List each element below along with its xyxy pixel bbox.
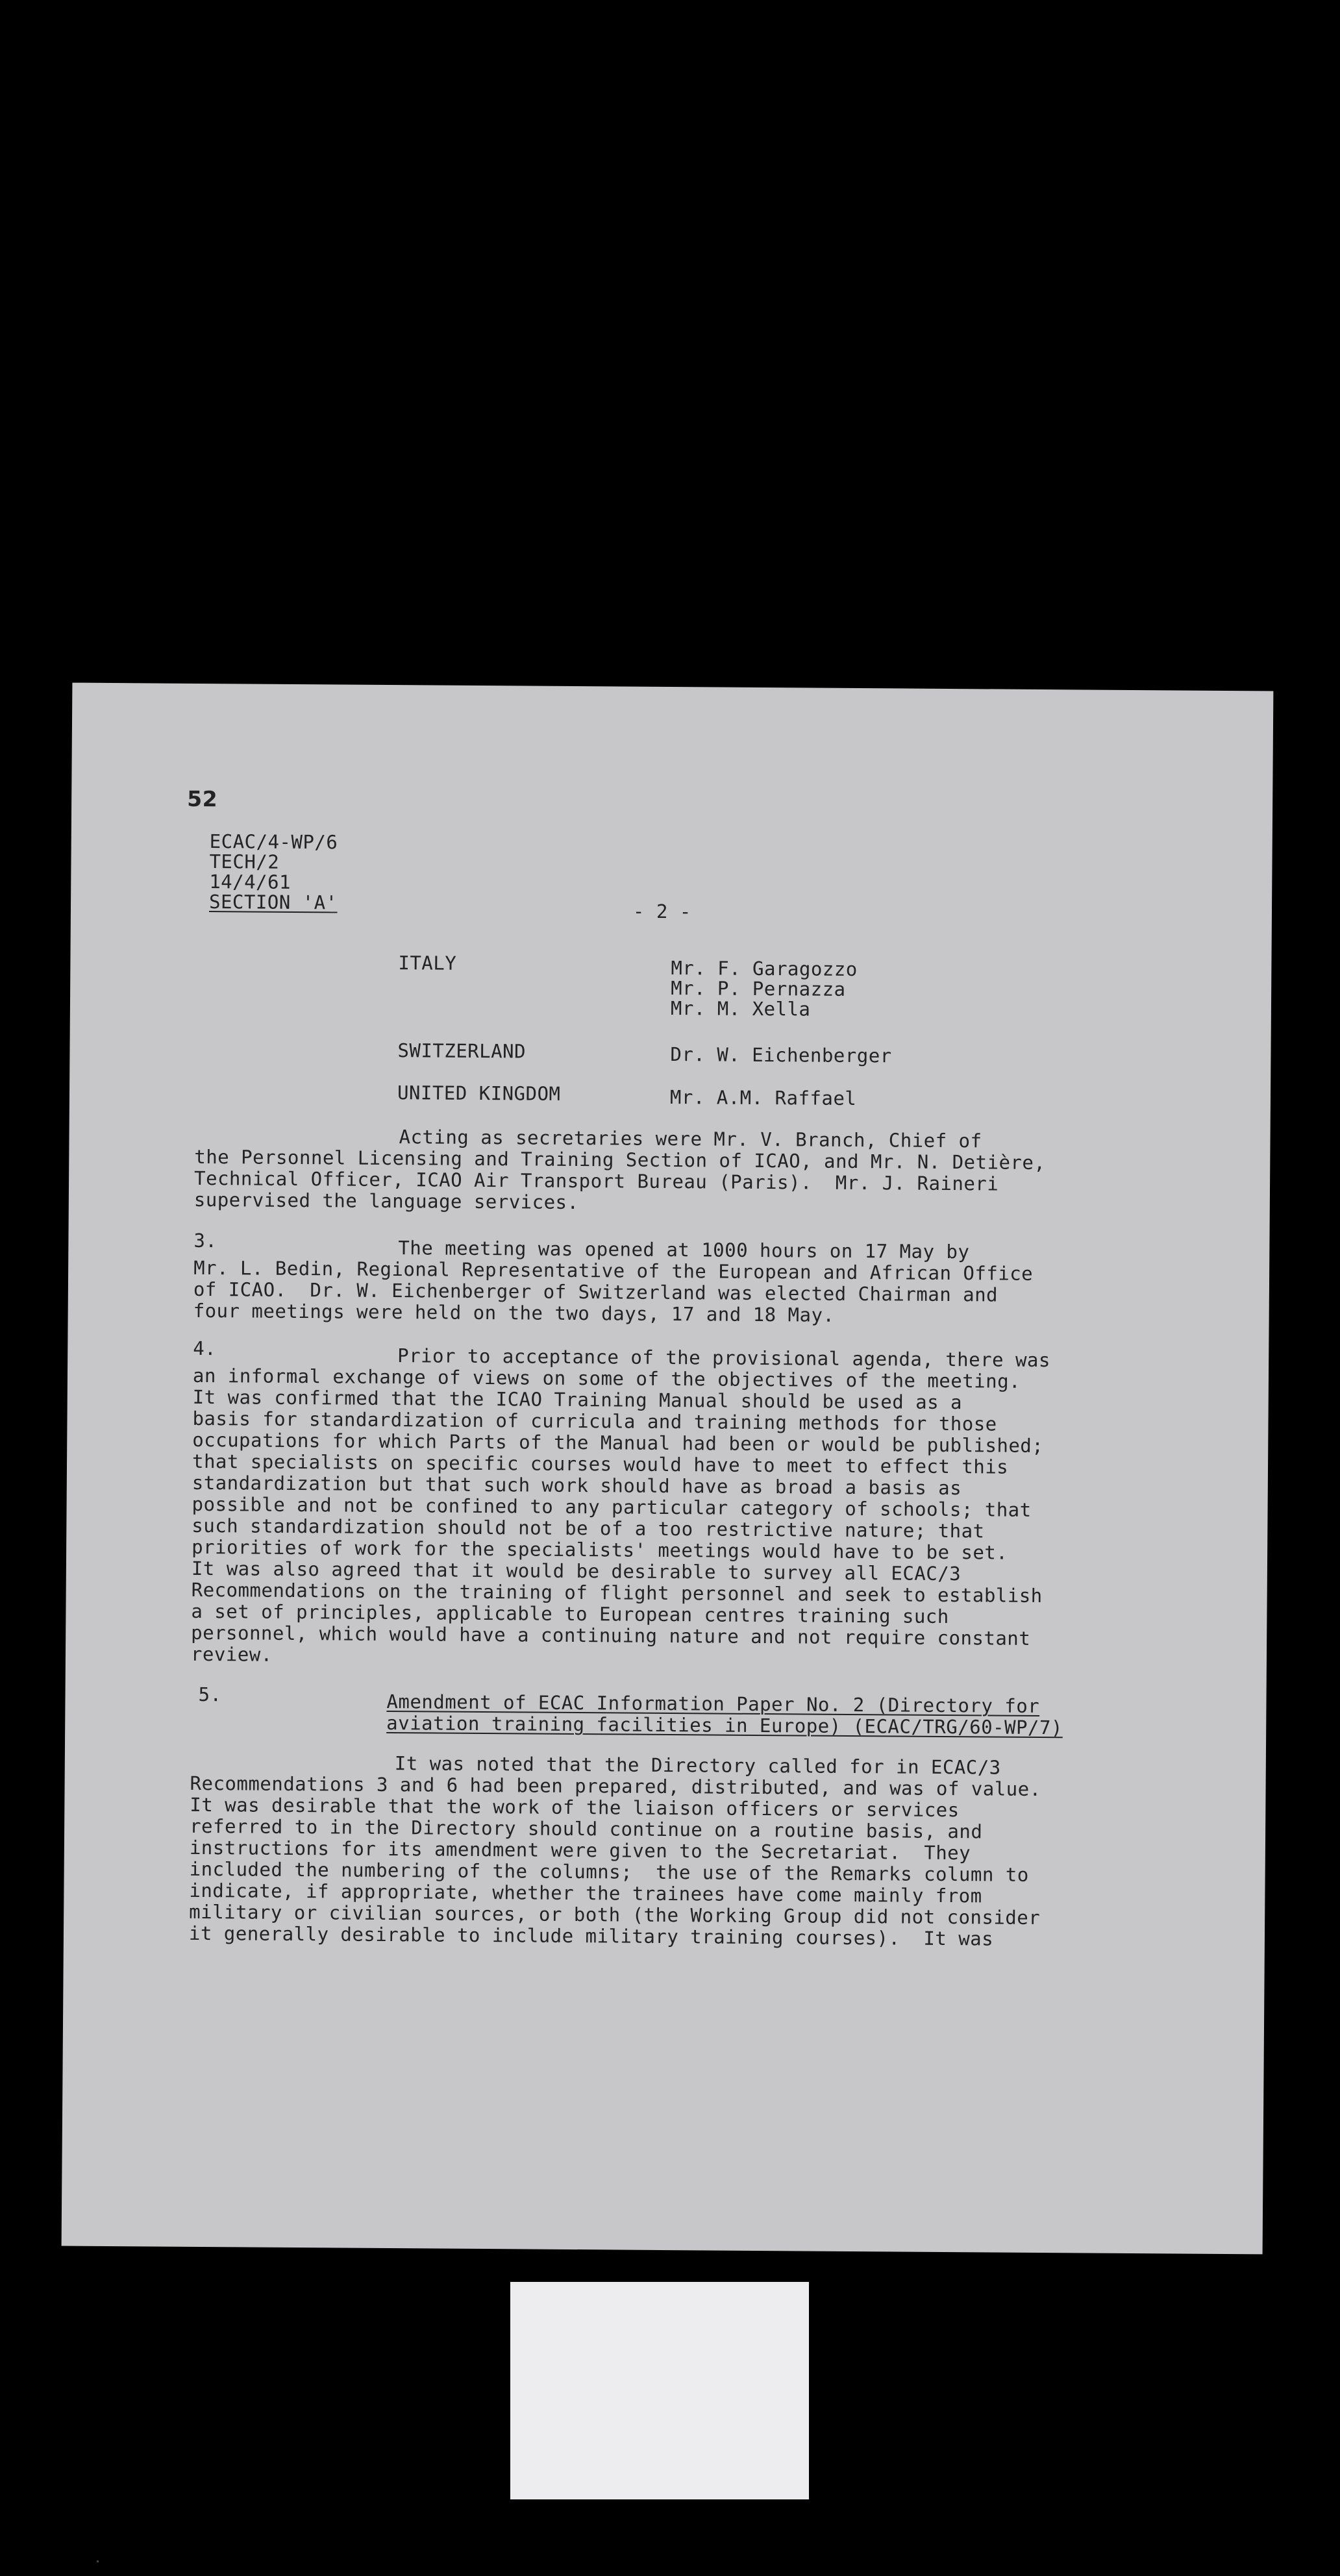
paragraph-line: an informal exchange of views on some of the objectives of the meeting. (192, 1364, 1021, 1393)
paragraph-line: Recommendations on the training of flight personnel and seek to establish (191, 1578, 1043, 1607)
delegation-country: ITALY (398, 952, 457, 974)
document-page (62, 683, 1274, 2255)
paragraph-number: 5. (198, 1683, 222, 1706)
delegation-member: Mr. M. Xella (670, 997, 811, 1021)
paragraph-line: military or civilian sources, or both (the Working Group did not consider (189, 1900, 1041, 1929)
paragraph-line: it generally desirable to include military training courses). It was (188, 1922, 994, 1950)
delegation-member: Mr. A.M. Raffael (669, 1086, 857, 1110)
paragraph-line: review. (190, 1642, 273, 1666)
heading-line: Amendment of ECAC Information Paper No. 2 (Directory for (386, 1690, 1040, 1718)
paragraph-line: a set of principles, applicable to European centres training such (191, 1600, 949, 1628)
paragraph-line: of ICAO. Dr. W. Eichenberger of Switzerland was elected Chairman and (193, 1278, 999, 1306)
paragraph-line: that specialists on specific courses would have to meet to effect this (192, 1450, 1009, 1478)
delegation-country: UNITED KINGDOM (397, 1082, 561, 1105)
paragraph-line: indicate, if appropriate, whether the trainees have come mainly from (189, 1879, 982, 1907)
paragraph-line: It was confirmed that the ICAO Training Manual should be used as a (192, 1385, 963, 1414)
delegation-member: Mr. F. Garagozzo (671, 957, 858, 981)
paragraph-line: basis for standardization of curricula and training methods for those (192, 1407, 997, 1435)
header-ref-line: TECH/2 (209, 850, 280, 873)
paragraph-line: supervised the language services. (193, 1188, 579, 1214)
paragraph-line: standardization but that such work should have as broad a basis as (192, 1471, 962, 1500)
paragraph-3 (193, 1236, 1034, 1328)
paragraph-5 (189, 1752, 1041, 1950)
paragraph-line: referred to in the Directory should continue on a routine basis, and (190, 1814, 983, 1843)
paragraph-line: Prior to acceptance of the provisional agenda, there was (397, 1344, 1051, 1372)
page-number: 52 (187, 786, 218, 812)
paragraph-4 (191, 1344, 1050, 1671)
paragraph-line: The meeting was opened at 1000 hours on 17 May by (398, 1237, 970, 1263)
delegation-member: Mr. P. Pernazza (671, 977, 846, 1000)
paragraph-line: occupations for which Parts of the Manual had been or would be published; (192, 1428, 1044, 1457)
page-marker: - 2 - (632, 900, 691, 923)
paragraph-number: 4. (193, 1337, 217, 1360)
delegation-country: SWITZERLAND (397, 1039, 527, 1063)
heading-line: aviation training facilities in Europe) (ECAC/TRG/60-WP/7) (386, 1711, 1063, 1739)
paragraph-line: the Personnel Licensing and Training Section of ICAO, and Mr. N. Detière, (194, 1145, 1046, 1174)
paragraph-line: priorities of work for the specialists' meetings would have to be set. (192, 1535, 1008, 1564)
paragraph-line: Recommendations 3 and 6 had been prepared, distributed, and was of value. (190, 1772, 1041, 1801)
header-ref-line: 14/4/61 (209, 871, 292, 893)
paragraph-line: It was noted that the Directory called for in ECAC/3 (394, 1752, 1001, 1779)
paragraph-line: included the numbering of the columns; the use of the Remarks column to (189, 1857, 1029, 1886)
paragraph-line: Mr. L. Bedin, Regional Representative of the European and African Office (193, 1256, 1034, 1285)
paragraph-5-heading (386, 1691, 1063, 1739)
paragraph-line: Technical Officer, ICAO Air Transport Bureau (Paris). Mr. J. Raineri (193, 1167, 999, 1195)
paragraph-line: instructions for its amendment were given to the Secretariat. They (189, 1836, 971, 1864)
paragraph-line: such standardization should not be of a too restrictive nature; that (192, 1514, 985, 1542)
intro-paragraph (194, 1125, 1046, 1217)
paragraph-number: 3. (193, 1229, 217, 1252)
paragraph-line: four meetings were held on the two days, 17 and 18 May. (193, 1299, 835, 1326)
paragraph-line: It was desirable that the work of the liaison officers or services (190, 1793, 960, 1822)
blank-paper-slip (510, 2282, 809, 2499)
paragraph-line: Acting as secretaries were Mr. V. Branch, Chief of (399, 1126, 982, 1152)
delegation-member: Dr. W. Eichenberger (670, 1043, 892, 1067)
paragraph-line: possible and not be confined to any particular category of schools; that (192, 1492, 1032, 1521)
paragraph-line: It was also agreed that it would be desirable to survey all ECAC/3 (191, 1557, 962, 1585)
paragraph-line: personnel, which would have a continuing nature and not require constant (191, 1621, 1031, 1650)
header-ref-line: ECAC/4-WP/6 (209, 830, 338, 854)
scan-speck (97, 2560, 99, 2562)
section-label: SECTION 'A' (208, 891, 338, 914)
